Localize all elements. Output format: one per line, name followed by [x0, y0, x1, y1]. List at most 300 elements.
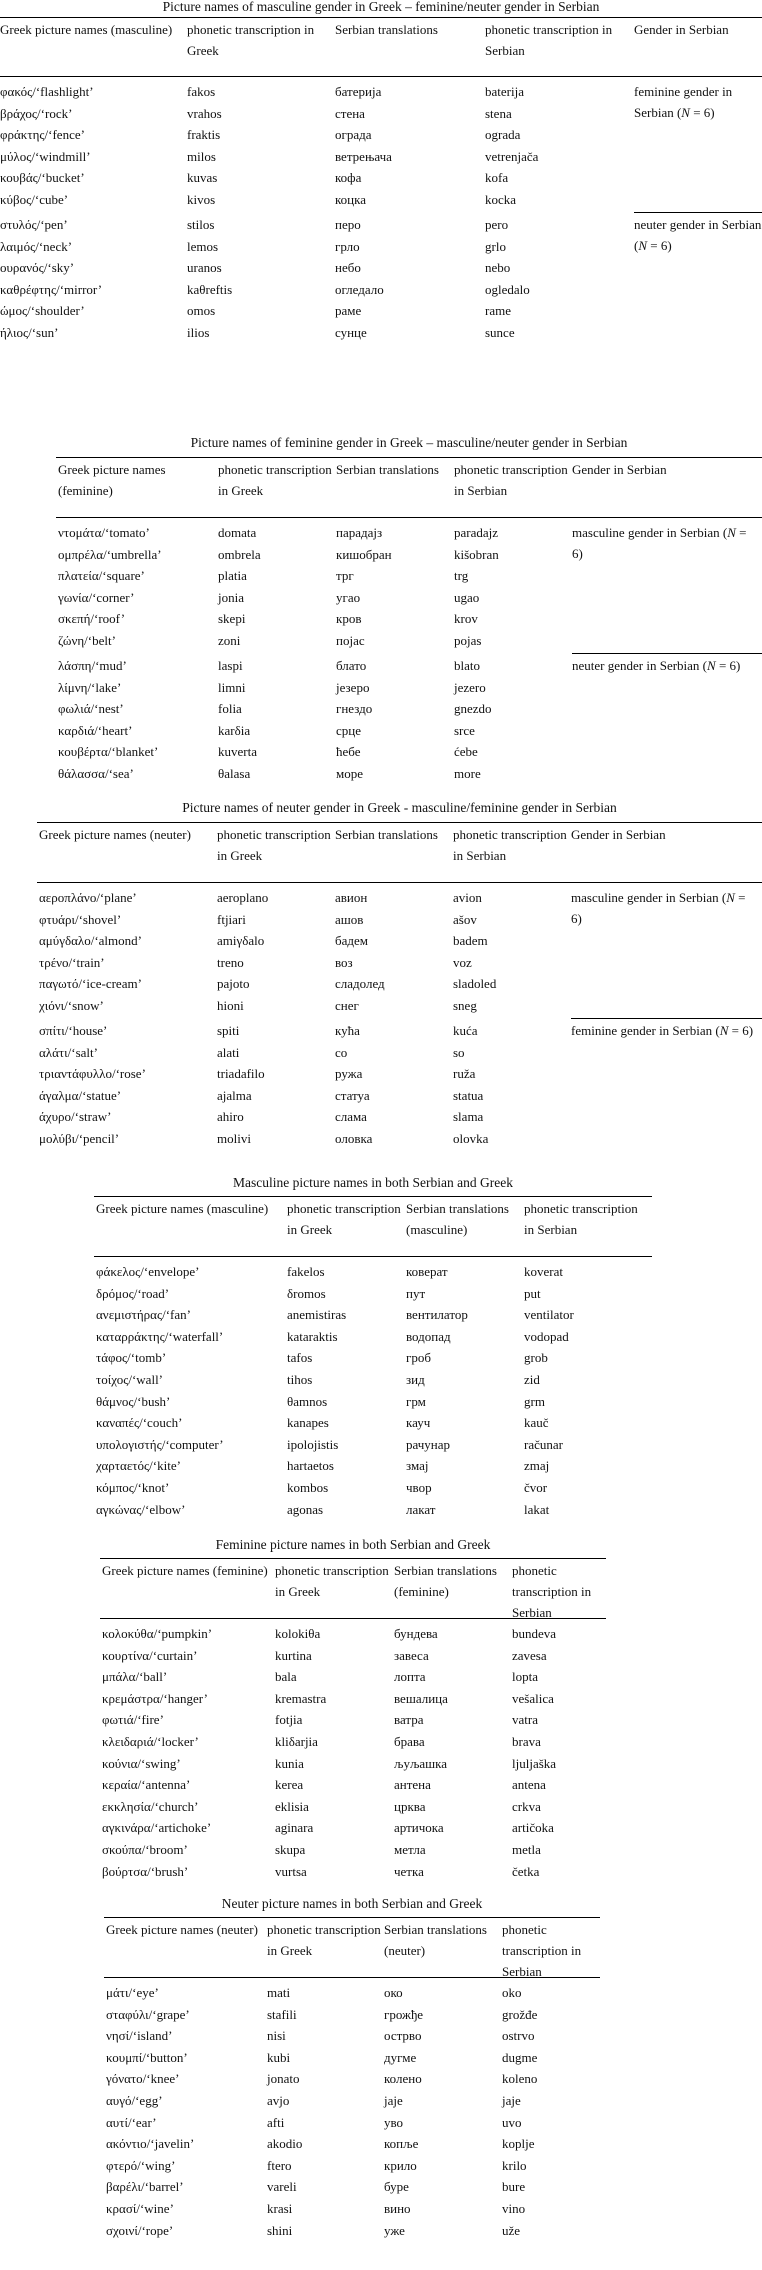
table-cell: koleno [502, 2071, 538, 2087]
table-cell: karδia [218, 722, 251, 738]
table-cell: avion [453, 890, 482, 905]
table-cell: tihos [287, 1372, 313, 1387]
gender-group-label: neuter gender in Serbian (N = 6) [572, 658, 741, 673]
column-header: phonetic transcription in Serbian [524, 1201, 638, 1237]
table-cell: δromos [287, 1285, 326, 1301]
table-cell: omos [187, 303, 216, 318]
table-cell: stilos [187, 217, 215, 232]
table-cell: четка [394, 1863, 424, 1879]
table-cell: vurtsa [275, 1863, 307, 1879]
table-cell: ruža [453, 1066, 476, 1081]
table-cell: небо [335, 260, 361, 275]
greek-name-cell: νησί/‘island’ [106, 2028, 173, 2044]
table-cell: čvor [524, 1480, 548, 1495]
table-cell: грм [406, 1393, 426, 1409]
table-cell: уже [384, 2222, 405, 2238]
table-cell: kataraktis [287, 1328, 338, 1344]
table-cell: fraktis [187, 127, 221, 142]
table-cell: oko [502, 1985, 522, 2000]
table-cell: ograda [485, 127, 521, 142]
greek-name-cell: φωτιά/‘fire’ [102, 1712, 164, 1728]
table-cell: jonato [267, 2071, 300, 2087]
table-cell: авион [335, 890, 368, 905]
column-header: phonetic transcription in Serbian [502, 1922, 582, 1979]
column-header: phonetic transcription in Greek [267, 1922, 381, 1958]
table-cell: ветрењача [335, 148, 392, 164]
column-header: Greek picture names (neuter) [39, 827, 191, 842]
table-cell: црква [394, 1798, 426, 1814]
greek-name-cell: μάτι/‘eye’ [106, 1985, 159, 2000]
table-cell: ombrela [218, 546, 261, 562]
column-header: Gender in Serbian [634, 22, 729, 37]
table-cell: ћебе [336, 744, 361, 759]
column-header: phonetic transcription in Serbian [453, 827, 567, 863]
table-cell: amiγδalo [217, 933, 265, 948]
greek-name-cell: φωλιά/‘nest’ [58, 701, 124, 716]
greek-name-cell: υπολογιστής/‘computer’ [96, 1436, 224, 1452]
table-cell: језеро [336, 679, 370, 695]
gender-group-label: neuter gender in Serbian (N = 6) [634, 217, 762, 253]
greek-name-cell: θάλασσα/‘sea’ [58, 765, 134, 781]
table-cell: četka [512, 1863, 540, 1879]
table-4 [94, 1170, 652, 1550]
table-cell: острво [384, 2028, 422, 2044]
greek-name-cell: ομπρέλα/‘umbrella’ [58, 546, 162, 562]
greek-name-cell: κρασί/‘wine’ [106, 2201, 174, 2216]
greek-name-cell: βαρέλι/‘barrel’ [106, 2179, 184, 2195]
table-cell: alati [217, 1044, 240, 1060]
greek-name-cell: αγκώνας/‘elbow’ [96, 1501, 186, 1517]
column-header: phonetic transcription in Serbian [454, 462, 568, 498]
table-cell: računar [524, 1436, 563, 1452]
greek-name-cell: φτερό/‘wing’ [106, 2157, 176, 2173]
header-rule [0, 76, 762, 77]
table-cell: kaθreftis [187, 281, 233, 297]
greek-name-cell: κόμπος/‘knot’ [96, 1480, 170, 1495]
table-cell: срце [336, 722, 361, 738]
top-rule [0, 17, 762, 18]
table-cell: so [453, 1044, 465, 1060]
table-cell: чвор [406, 1480, 432, 1495]
column-header: Greek picture names (neuter) [106, 1922, 258, 1937]
greek-name-cell: σχοινί/‘rope’ [106, 2222, 174, 2238]
table-cell: гроб [406, 1350, 431, 1366]
table-cell: водопад [406, 1328, 451, 1344]
greek-name-cell: λίμνη/‘lake’ [58, 679, 122, 695]
table-cell: ватра [394, 1712, 424, 1728]
table-cell: akodio [267, 2136, 303, 2152]
table-cell: dugme [502, 2049, 538, 2065]
table-cell: рачунар [406, 1436, 451, 1452]
column-header: phonetic transcription in Greek [187, 22, 315, 58]
table-cell: ćebe [454, 744, 478, 759]
table-cell: кућа [335, 1023, 360, 1038]
greek-name-cell: αυτί/‘ear’ [106, 2114, 157, 2130]
table-cell: lemos [187, 238, 219, 254]
greek-name-cell: καταρράκτης/‘waterfall’ [96, 1328, 224, 1344]
table-cell: kerea [275, 1777, 304, 1793]
table-cell: vareli [267, 2179, 297, 2195]
table-cell: bala [275, 1669, 297, 1685]
table-cell: grm [524, 1393, 545, 1409]
table-cell: paradajz [454, 525, 499, 540]
greek-name-cell: καθρέφτης/‘mirror’ [0, 281, 103, 297]
table-cell: more [454, 765, 481, 781]
table-cell: грожђе [384, 2006, 424, 2022]
table-cell: bundeva [512, 1626, 557, 1641]
table-cell: skepi [218, 611, 246, 626]
table-cell: артичока [394, 1820, 444, 1836]
table-cell: kombos [287, 1480, 329, 1495]
table-cell: domata [218, 525, 257, 540]
header-rule [94, 1256, 652, 1257]
table-cell: antena [512, 1777, 546, 1793]
table-cell: уво [384, 2114, 404, 2130]
table-cell: kurtina [275, 1647, 312, 1663]
table-cell: koplje [502, 2136, 535, 2152]
greek-name-cell: χιόνι/‘snow’ [39, 997, 104, 1013]
table-cell: брава [394, 1734, 425, 1749]
header-rule [37, 882, 762, 883]
table-cell: vetrenjača [485, 148, 539, 164]
table-cell: kauč [524, 1415, 549, 1431]
table-cell: ружа [335, 1066, 363, 1081]
table-cell: trg [454, 568, 469, 583]
table-6 [104, 1890, 600, 2270]
table-cell: gnezdo [454, 701, 492, 716]
greek-name-cell: σκεπή/‘roof’ [58, 611, 126, 626]
gender-group-label: feminine gender in Serbian (N = 6) [571, 1023, 754, 1038]
top-rule [100, 1558, 606, 1559]
table-cell: vino [502, 2201, 526, 2216]
table-cell: копље [384, 2136, 419, 2152]
table-cell: uže [502, 2222, 521, 2238]
table-cell: koverat [524, 1264, 563, 1279]
greek-name-cell: σταφύλι/‘grape’ [106, 2006, 190, 2022]
table-cell: ašov [453, 911, 477, 927]
greek-name-cell: βούρτσα/‘brush’ [102, 1863, 189, 1879]
column-header: Serbian translations (neuter) [384, 1922, 487, 1958]
gender-group-label: masculine gender in Serbian (N = 6) [571, 890, 746, 926]
header-rule [56, 517, 762, 518]
table-cell: θalasa [218, 765, 251, 781]
table-cell: triadafilo [217, 1066, 265, 1081]
table-cell: kolokiθa [275, 1626, 321, 1641]
table-cell: kuća [453, 1023, 478, 1038]
table-5 [100, 1532, 606, 1912]
table-cell: стена [335, 105, 365, 121]
table-cell: вентилатор [406, 1307, 468, 1323]
greek-name-cell: κουμπί/‘button’ [106, 2049, 188, 2065]
greek-name-cell: μπάλα/‘ball’ [102, 1669, 168, 1685]
table-cell: лакат [406, 1501, 436, 1517]
table-caption: Picture names of neuter gender in Greek - masculine/feminine gender in Serbian [182, 800, 617, 815]
column-header: Serbian translations (masculine) [406, 1201, 509, 1237]
table-cell: fotjia [275, 1712, 303, 1728]
greek-name-cell: τρένο/‘train’ [39, 954, 105, 970]
greek-name-cell: τάφος/‘tomb’ [96, 1350, 167, 1366]
table-cell: fakelos [287, 1264, 325, 1279]
greek-name-cell: κλειδαριά/‘locker’ [102, 1734, 199, 1749]
greek-name-cell: φράκτης/‘fence’ [0, 127, 85, 142]
column-header: phonetic transcription in Greek [218, 462, 332, 498]
table-cell: грло [335, 238, 360, 254]
table-cell: anemistiras [287, 1307, 347, 1323]
table-caption: Picture names of feminine gender in Greek – masculine/neuter gender in Serbian [190, 435, 628, 450]
table-cell: ahiro [217, 1109, 244, 1124]
table-cell: crkva [512, 1798, 541, 1814]
table-cell: слама [335, 1109, 367, 1124]
table-cell: jezero [454, 679, 486, 695]
table-cell: огледало [335, 281, 384, 297]
table-cell: оловка [335, 1130, 373, 1146]
table-caption: Picture names of masculine gender in Greek – feminine/neuter gender in Serbian [162, 0, 600, 14]
greek-name-cell: εκκλησία/‘church’ [102, 1798, 199, 1814]
table-cell: перо [335, 217, 361, 232]
table-cell: статуа [335, 1087, 370, 1103]
top-rule [104, 1917, 600, 1918]
column-header: phonetic transcription in Serbian [485, 22, 613, 58]
column-header: phonetic transcription in Greek [217, 827, 331, 863]
table-cell: rame [485, 303, 511, 318]
table-cell: krasi [267, 2201, 293, 2216]
greek-name-cell: αυγό/‘egg’ [106, 2093, 163, 2108]
table-cell: sneg [453, 997, 477, 1013]
greek-name-cell: δρόμος/‘road’ [96, 1285, 170, 1301]
greek-name-cell: φάκελος/‘envelope’ [96, 1264, 200, 1279]
table-cell: kremastra [275, 1690, 327, 1706]
table-cell: nebo [485, 260, 511, 275]
greek-name-cell: κολοκύθα/‘pumpkin’ [102, 1626, 213, 1641]
table-cell: море [336, 765, 363, 781]
table-cell: vodopad [524, 1328, 569, 1344]
table-cell: угао [336, 589, 361, 605]
greek-name-cell: φακός/‘flashlight’ [0, 84, 94, 99]
greek-name-cell: ώμος/‘shoulder’ [0, 303, 85, 318]
table-cell: molivi [217, 1130, 251, 1146]
table-cell: гнездо [336, 701, 373, 716]
table-cell: змај [406, 1458, 429, 1474]
table-3 [37, 798, 762, 1178]
table-cell: metla [512, 1842, 541, 1857]
greek-name-cell: σπίτι/‘house’ [39, 1023, 108, 1038]
greek-name-cell: ντομάτα/‘tomato’ [58, 525, 150, 540]
table-cell: ограда [335, 127, 372, 142]
table-cell: кишобран [336, 546, 392, 562]
table-cell: nisi [267, 2028, 286, 2044]
table-cell: mati [267, 1985, 291, 2000]
table-cell: zoni [218, 632, 241, 648]
table-cell: sladoled [453, 976, 497, 991]
table-cell: grob [524, 1350, 548, 1366]
table-cell: fakos [187, 84, 216, 99]
table-cell: зид [406, 1372, 425, 1387]
table-cell: shini [267, 2222, 293, 2238]
table-cell: раме [335, 303, 362, 318]
table-cell: ilios [187, 324, 210, 340]
column-header: Greek picture names (masculine) [0, 22, 173, 37]
table-2 [56, 430, 762, 810]
greek-name-cell: κουρτίνα/‘curtain’ [102, 1647, 198, 1663]
table-cell: jonia [218, 589, 244, 605]
table-cell: метла [394, 1842, 426, 1857]
table-cell: око [384, 1985, 403, 2000]
table-cell: пут [406, 1285, 426, 1301]
table-cell: kivos [187, 191, 216, 207]
greek-name-cell: αγκινάρα/‘artichoke’ [102, 1820, 212, 1836]
table-cell: folia [218, 701, 242, 716]
greek-name-cell: τοίχος/‘wall’ [96, 1372, 164, 1387]
table-1 [0, 0, 762, 380]
greek-name-cell: γωνία/‘corner’ [58, 589, 135, 605]
table-cell: slama [453, 1109, 484, 1124]
table-cell: avjo [267, 2093, 290, 2108]
table-cell: со [335, 1044, 348, 1060]
greek-name-cell: ακόντιο/‘javelin’ [106, 2136, 195, 2152]
table-cell: lakat [524, 1501, 550, 1517]
table-cell: кофа [335, 170, 362, 185]
table-cell: коцка [335, 191, 367, 207]
greek-name-cell: κουβάς/‘bucket’ [0, 170, 85, 185]
table-cell: сунце [335, 324, 367, 340]
table-cell: olovka [453, 1130, 489, 1146]
greek-name-cell: κουβέρτα/‘blanket’ [58, 744, 159, 759]
table-cell: hioni [217, 997, 244, 1013]
column-header: Greek picture names (feminine) [58, 462, 166, 498]
column-header: phonetic transcription in Greek [275, 1563, 389, 1599]
greek-name-cell: χαρταετός/‘kite’ [96, 1458, 181, 1474]
table-cell: kliδarjia [275, 1734, 318, 1749]
table-cell: milos [187, 148, 216, 164]
greek-name-cell: κρεμάστρα/‘hanger’ [102, 1690, 208, 1706]
greek-name-cell: ουρανός/‘sky’ [0, 260, 75, 275]
table-cell: statua [453, 1087, 484, 1103]
column-header: Serbian translations [336, 462, 439, 477]
table-cell: ostrvo [502, 2028, 535, 2044]
table-cell: блато [336, 658, 367, 673]
table-cell: ljuljaška [512, 1755, 557, 1771]
table-cell: platia [218, 568, 247, 583]
table-caption: Feminine picture names in both Serbian and Greek [215, 1537, 491, 1552]
table-cell: антена [394, 1777, 431, 1793]
greek-name-cell: άχυρο/‘straw’ [39, 1109, 112, 1124]
greek-name-cell: σκούπα/‘broom’ [102, 1842, 188, 1857]
table-cell: pajoto [217, 976, 250, 991]
column-header: Gender in Serbian [571, 827, 666, 842]
table-cell: sunce [485, 324, 515, 340]
table-cell: коверат [406, 1264, 448, 1279]
greek-name-cell: καναπές/‘couch’ [96, 1415, 183, 1431]
column-header: Serbian translations [335, 22, 438, 37]
table-caption: Neuter picture names in both Serbian and Greek [221, 1896, 483, 1911]
table-cell: кауч [406, 1415, 431, 1431]
table-cell: vatra [512, 1712, 538, 1728]
table-cell: јаје [384, 2093, 403, 2108]
table-cell: eklisia [275, 1798, 309, 1814]
table-cell: трг [336, 568, 354, 583]
table-cell: бадем [335, 933, 368, 948]
top-rule [94, 1196, 652, 1197]
table-cell: крило [384, 2157, 417, 2173]
table-cell: zavesa [512, 1647, 547, 1663]
table-cell: дугме [384, 2049, 417, 2065]
table-cell: grlo [485, 238, 506, 254]
greek-name-cell: γόνατο/‘knee’ [106, 2071, 180, 2087]
greek-name-cell: λαιμός/‘neck’ [0, 238, 73, 254]
table-cell: ipolojistis [287, 1436, 339, 1452]
table-cell: вешалица [394, 1690, 448, 1706]
greek-name-cell: αμύγδαλο/‘almond’ [39, 933, 142, 948]
table-cell: сладолед [335, 976, 385, 991]
top-rule [37, 822, 762, 823]
table-cell: θamnos [287, 1393, 328, 1409]
table-cell: kunia [275, 1755, 304, 1771]
column-header: Serbian translations [335, 827, 438, 842]
column-header: Serbian translations (feminine) [394, 1563, 497, 1599]
table-cell: парадајз [336, 525, 383, 540]
table-cell: blato [454, 658, 480, 673]
greek-name-cell: ήλιος/‘sun’ [0, 324, 59, 340]
column-header: Greek picture names (feminine) [102, 1563, 268, 1578]
table-cell: лопта [394, 1669, 426, 1685]
table-cell: kubi [267, 2049, 291, 2065]
table-cell: батерија [335, 84, 382, 99]
greek-name-cell: κύβος/‘cube’ [0, 191, 69, 207]
table-cell: stena [485, 105, 512, 121]
table-cell: limni [218, 679, 246, 695]
greek-name-cell: φτυάρι/‘shovel’ [39, 911, 122, 927]
greek-name-cell: πλατεία/‘square’ [58, 568, 145, 583]
table-cell: pero [485, 217, 509, 232]
greek-name-cell: μολύβι/‘pencil’ [39, 1130, 120, 1146]
table-cell: kuverta [218, 744, 257, 759]
table-cell: kišobran [454, 546, 499, 562]
greek-name-cell: λάσπη/‘mud’ [58, 658, 127, 673]
table-cell: vešalica [512, 1690, 554, 1706]
greek-name-cell: παγωτό/‘ice-cream’ [39, 976, 142, 991]
table-cell: kuvas [187, 170, 218, 185]
table-cell: воз [335, 954, 353, 970]
table-cell: laspi [218, 658, 243, 673]
greek-name-cell: καρδιά/‘heart’ [58, 722, 133, 738]
table-cell: tafos [287, 1350, 313, 1366]
greek-name-cell: άγαλμα/‘statue’ [39, 1087, 122, 1103]
greek-name-cell: ζώνη/‘belt’ [58, 632, 116, 648]
table-cell: grožđe [502, 2006, 538, 2022]
table-cell: ftero [267, 2157, 292, 2173]
table-cell: afti [267, 2114, 285, 2130]
table-cell: ugao [454, 589, 480, 605]
table-cell: voz [453, 954, 472, 970]
table-cell: ftjiari [217, 911, 246, 927]
table-cell: ventilator [524, 1307, 574, 1323]
gender-group-label: feminine gender in Serbian (N = 6) [634, 84, 733, 120]
table-cell: завеса [394, 1647, 429, 1663]
gender-group-label: masculine gender in Serbian (N = 6) [572, 525, 747, 561]
table-cell: krilo [502, 2157, 527, 2173]
top-rule [56, 457, 762, 458]
table-cell: колено [384, 2071, 422, 2087]
table-cell: brava [512, 1734, 541, 1749]
table-cell: krov [454, 611, 478, 626]
table-cell: treno [217, 954, 244, 970]
table-cell: skupa [275, 1842, 306, 1857]
table-cell: kofa [485, 170, 509, 185]
table-cell: kanapes [287, 1415, 329, 1431]
table-cell: ajalma [217, 1087, 252, 1103]
column-header: phonetic transcription in Serbian [512, 1563, 592, 1620]
table-cell: бундева [394, 1626, 438, 1641]
